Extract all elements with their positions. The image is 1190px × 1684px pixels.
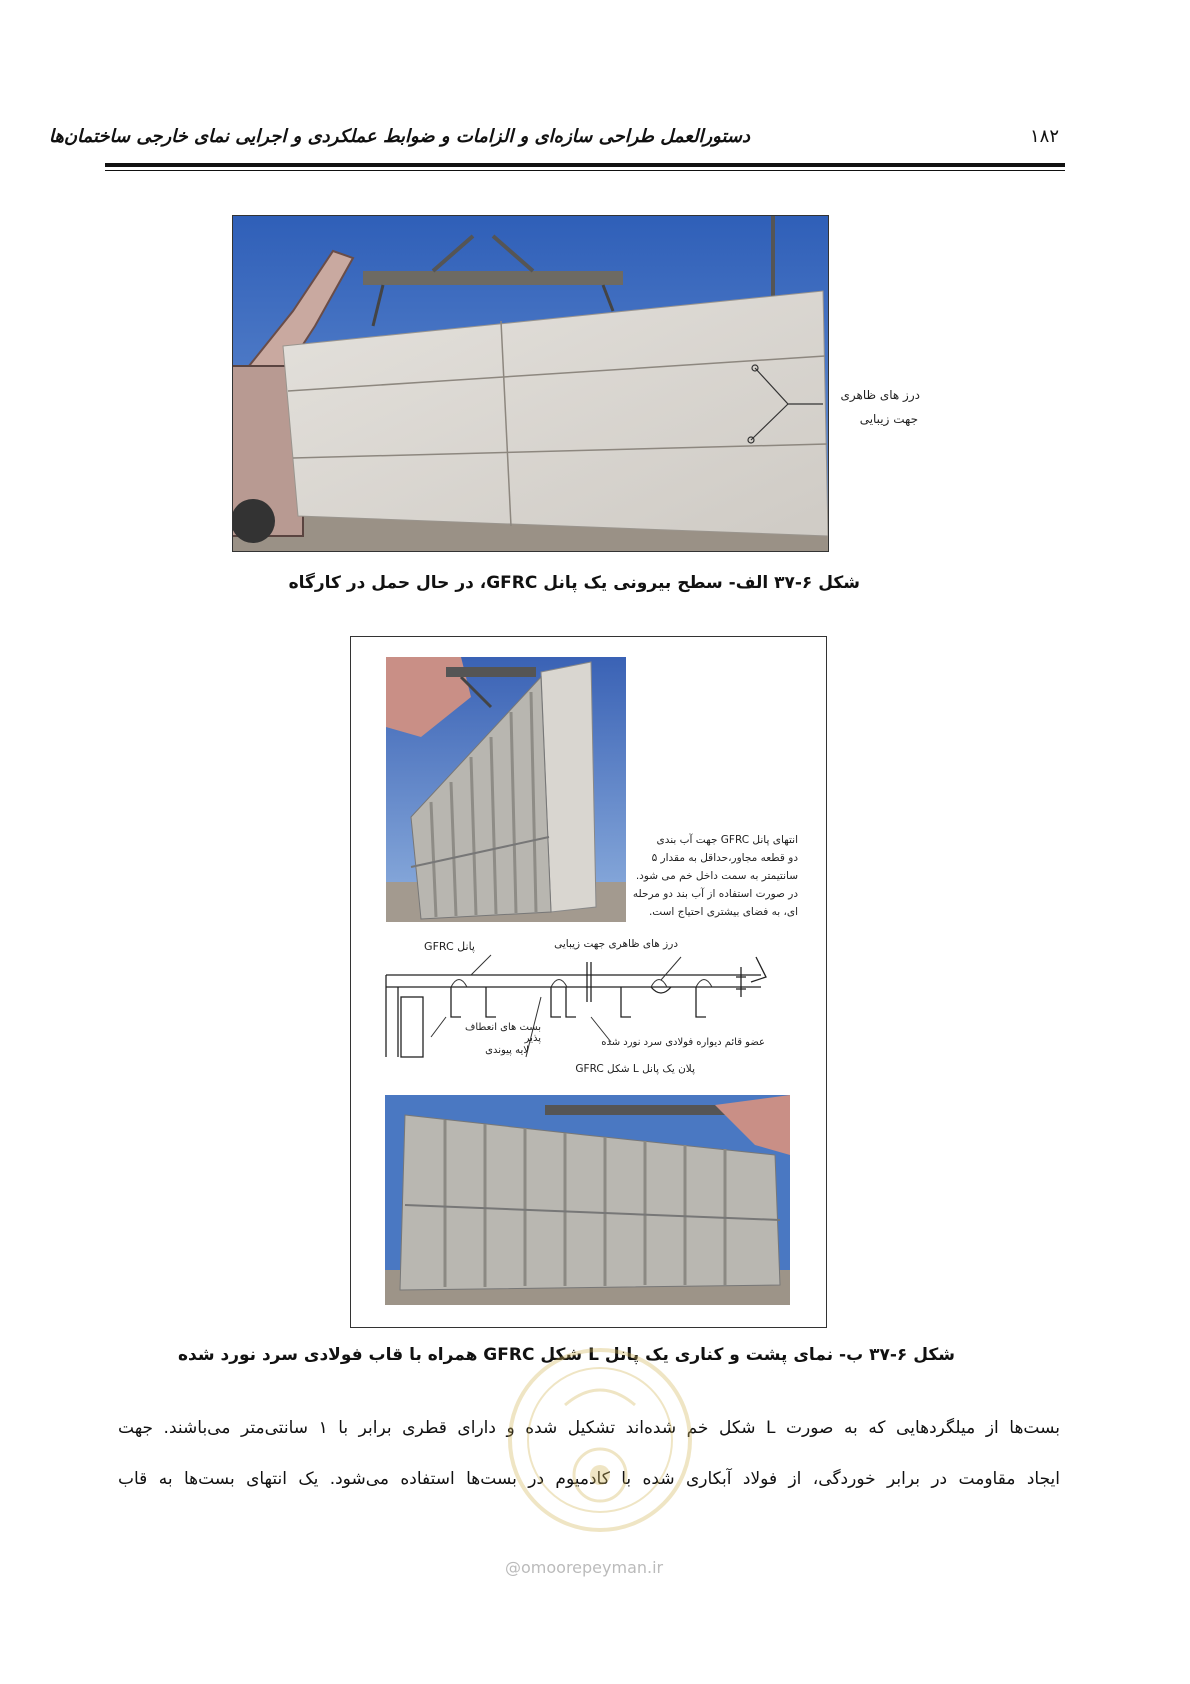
bottom-back-view-photo — [385, 1095, 790, 1305]
header-rule-thin — [105, 170, 1065, 171]
figure2-note-line5: ای، به فضای بیشتری احتیاج است. — [648, 906, 798, 918]
figure2-note-line1: انتهای پانل GFRC جهت آب بندی — [656, 834, 798, 846]
running-header-title: دستورالعمل طراحی سازه‌ای و الزامات و ضوابط عملکردی و اجرایی نمای خارجی ساختمان‌ها — [48, 126, 750, 147]
body-paragraph-line1: بست‌ها از میلگردهایی که به صورت L شکل خم شده‌اند تشکیل شده و دارای قطری برابر با ۱ سانتی‌متر می‌باشند. جهت — [118, 1418, 1061, 1438]
figure-panel-photo — [232, 215, 829, 552]
figure2-label-stud: عضو قائم دیواره فولادی سرد نورد شده — [601, 1037, 765, 1048]
figure2-label-panel: پانل GFRC — [424, 940, 475, 953]
figure2-note-line2: دو قطعه مجاور،حداقل به مقدار ۵ — [651, 852, 798, 864]
figure2-note-line4: در صورت استفاده از آب بند دو مرحله — [632, 888, 798, 900]
body-paragraph-line2: ایجاد مقاومت در برابر خوردگی، از فولاد آبکاری شده با کادمیوم در بست‌ها استفاده می‌شود. یک انتهای بست‌ها به قاب — [118, 1469, 1060, 1489]
figure2-label-joints: درز های ظاهری جهت زیبایی — [554, 938, 678, 950]
figure1-label-line1: درز های ظاهری — [840, 388, 920, 402]
figure1-label-line2: جهت زیبایی — [859, 412, 918, 426]
figure2-label-anchors: بست های انعطاف پذیر — [464, 1022, 541, 1044]
figure2-note-line3: سانتیمتر به سمت داخل خم می شود. — [635, 870, 798, 882]
figure2-caption: شکل ۶-۳۷ ب- نمای پشت و کناری یک پانل L شکل GFRC همراه با قاب فولادی سرد نورد شده — [177, 1345, 955, 1365]
figure2-label-plan: پلان یک پانل L شکل GFRC — [575, 1063, 695, 1075]
panel-photo-illustration — [233, 216, 828, 551]
header-rule-thick — [105, 163, 1065, 167]
watermark-site: @omoorepeyman.ir — [505, 1558, 664, 1577]
figure2-label-bond: لایه پیوندی — [485, 1045, 529, 1056]
watermark-seal-icon — [495, 1335, 705, 1575]
page-number: ۱۸۲ — [1030, 126, 1060, 147]
figure1-caption: شکل ۶-۳۷ الف- سطح بیرونی یک پانل GFRC، در حال حمل در کارگاه — [288, 573, 860, 593]
